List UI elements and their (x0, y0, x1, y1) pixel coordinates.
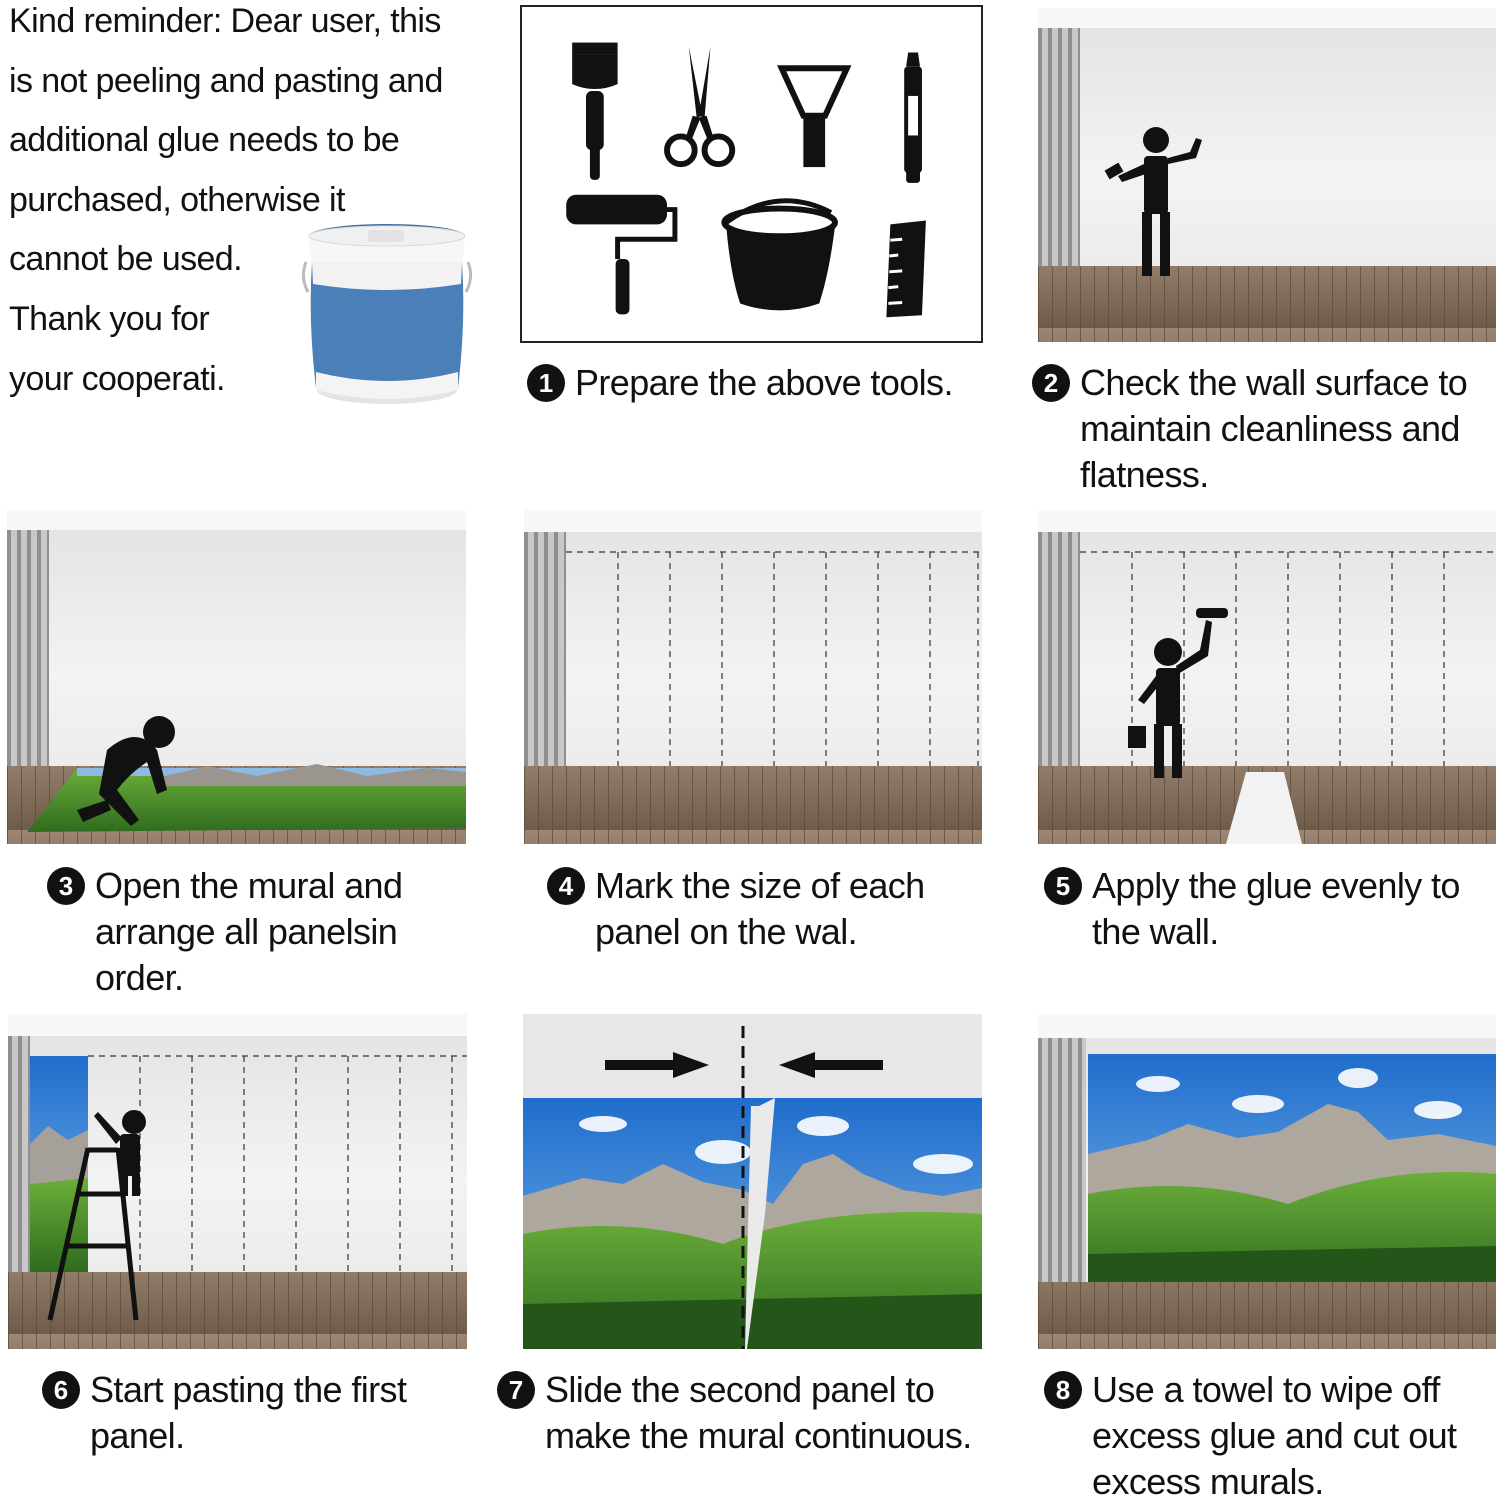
reminder-line: cannot be used. (9, 240, 242, 279)
caption-line: excess murals. (1092, 1461, 1324, 1498)
step-2-caption (1032, 360, 1500, 498)
step-number-badge: 3 (47, 867, 85, 905)
step-3-image (7, 510, 466, 844)
caption-line: Mark the size of each (595, 865, 925, 906)
caption-line: the wall. (1092, 911, 1219, 952)
caption-line: maintain cleanliness and (1080, 408, 1460, 449)
step-3-caption (47, 863, 402, 1001)
reminder-line: purchased, otherwise it (9, 180, 345, 219)
pail-icon (724, 201, 835, 311)
step-7-image (523, 1014, 982, 1349)
scissors-icon (667, 47, 732, 165)
caption-line: make the mural continuous. (545, 1415, 972, 1456)
step-8-image (1038, 1014, 1496, 1349)
caption-line: panel. (90, 1415, 185, 1456)
reminder-line: is not peeling and pasting and (9, 61, 443, 100)
step-number-badge: 2 (1032, 364, 1070, 402)
caption-line: Prepare the above tools. (575, 362, 953, 403)
caption-line: Start pasting the first (90, 1369, 407, 1410)
step-8-caption (1044, 1367, 1500, 1498)
glue-bucket-icon (298, 222, 476, 414)
caption-line: Apply the glue evenly to (1092, 865, 1460, 906)
utility-knife-icon (904, 52, 922, 182)
caption-line: Open the mural and (95, 865, 403, 906)
caption-line: arrange all panelsin (95, 911, 398, 952)
ruler-icon (886, 220, 926, 317)
step-number-badge: 5 (1044, 867, 1082, 905)
caption-line: excess glue and cut out (1092, 1415, 1457, 1456)
reminder-line: your cooperati. (9, 359, 225, 398)
step-4-image (524, 510, 982, 844)
brush-icon (572, 43, 617, 180)
caption-line: Check the wall surface to (1080, 362, 1468, 403)
step-1-caption (527, 360, 953, 406)
caption-line: order. (95, 957, 184, 998)
step-4-caption (547, 863, 925, 955)
step-2-image (1038, 8, 1496, 342)
reminder-line: Kind reminder: Dear user, this (9, 2, 441, 40)
step-number-badge: 7 (497, 1371, 535, 1409)
step-number-badge: 8 (1044, 1371, 1082, 1409)
tools-illustration (520, 5, 983, 343)
reminder-line: Thank you for (9, 299, 210, 338)
reminder-line: additional glue needs to be (9, 121, 400, 160)
step-7-caption (497, 1367, 972, 1459)
caption-line: Slide the second panel to (545, 1369, 935, 1410)
step-6-image (8, 1014, 467, 1349)
caption-line: flatness. (1080, 454, 1209, 495)
step-5-caption (1044, 863, 1500, 955)
step-number-badge: 6 (42, 1371, 80, 1409)
step-number-badge: 1 (527, 364, 565, 402)
caption-line: panel on the wal. (595, 911, 857, 952)
caption-line: Use a towel to wipe off (1092, 1369, 1440, 1410)
paint-roller-icon (566, 195, 675, 315)
step-5-image (1038, 510, 1496, 844)
step-6-caption (42, 1367, 406, 1459)
scraper-icon (782, 68, 847, 167)
step-number-badge: 4 (547, 867, 585, 905)
